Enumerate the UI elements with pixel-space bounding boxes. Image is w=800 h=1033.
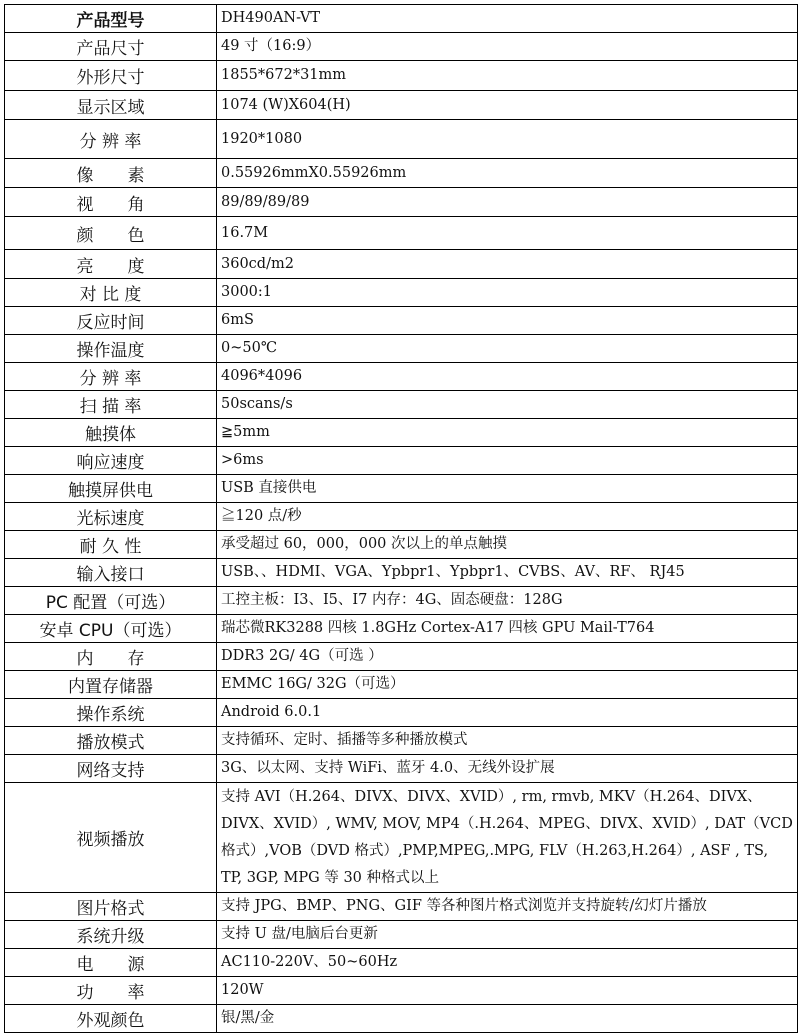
spec-label: 对 比 度 [5, 279, 217, 307]
spec-value: 支持循环、定时、插播等多种播放模式 [217, 727, 798, 755]
spec-value: 6mS [217, 307, 798, 335]
spec-value: 瑞芯微RK3288 四核 1.8GHz Cortex-A17 四核 GPU Mail-T764 [217, 615, 798, 643]
spec-value: AC110-220V、50~60Hz [217, 949, 798, 977]
spec-label: 亮 度 [5, 250, 217, 279]
spec-label: 反应时间 [5, 307, 217, 335]
spec-label: 显示区域 [5, 91, 217, 120]
spec-label: 光标速度 [5, 503, 217, 531]
table-row [5, 977, 798, 1005]
spec-label: 操作系统 [5, 699, 217, 727]
spec-label: 安卓 CPU（可选） [5, 615, 217, 643]
table-row [5, 755, 798, 783]
spec-label: 分 辨 率 [5, 120, 217, 159]
spec-label: 视频播放 [5, 783, 217, 893]
spec-label: 功 率 [5, 977, 217, 1005]
table-row [5, 5, 798, 33]
spec-label: 内置存储器 [5, 671, 217, 699]
spec-value: 1920*1080 [217, 120, 798, 159]
table-row [5, 419, 798, 447]
table-row [5, 217, 798, 250]
spec-value: 支持 AVI（H.264、DIVX、DIVX、XVID）, rm, rmvb, MKV（H.264、DIVX、DIVX、XVID）, WMV, MOV, MP4（.H.264、MPEG、DIVX、XVID）, DAT（VCD 格式）,VOB（DVD 格式）,PMP,MPEG,.MPG, FLV（H.263,H.264）, ASF , TS, TP, 3GP, MPG 等 30 种格式以上 [217, 783, 798, 893]
spec-label: 耐 久 性 [5, 531, 217, 559]
spec-label: 输入接口 [5, 559, 217, 587]
table-row [5, 615, 798, 643]
spec-label: 图片格式 [5, 893, 217, 921]
spec-label: 系统升级 [5, 921, 217, 949]
table-row [5, 587, 798, 615]
spec-value: 工控主板：I3、I5、I7 内存：4G、固态硬盘：128G [217, 587, 798, 615]
table-row [5, 783, 798, 893]
spec-label: 产品型号 [5, 5, 217, 33]
table-row [5, 671, 798, 699]
table-row [5, 335, 798, 363]
table-row [5, 188, 798, 217]
table-row [5, 307, 798, 335]
spec-label: 网络支持 [5, 755, 217, 783]
table-row [5, 531, 798, 559]
table-row [5, 1005, 798, 1033]
spec-value: 支持 U 盘/电脑后台更新 [217, 921, 798, 949]
spec-value: 银/黑/金 [217, 1005, 798, 1033]
spec-label: 分 辨 率 [5, 363, 217, 391]
spec-table-body [5, 5, 798, 1033]
spec-value: Android 6.0.1 [217, 699, 798, 727]
spec-value: 支持 JPG、BMP、PNG、GIF 等各种图片格式浏览并支持旋转/幻灯片播放 [217, 893, 798, 921]
spec-label: 外观颜色 [5, 1005, 217, 1033]
spec-value: EMMC 16G/ 32G（可选） [217, 671, 798, 699]
spec-value: 1074 (W)X604(H) [217, 91, 798, 120]
spec-value: USB、、HDMI、VGA、Ypbpr1、Ypbpr1、CVBS、AV、RF、 RJ45 [217, 559, 798, 587]
table-row [5, 949, 798, 977]
spec-label: 视 角 [5, 188, 217, 217]
spec-label: 外形尺寸 [5, 61, 217, 91]
spec-value: 4096*4096 [217, 363, 798, 391]
table-row [5, 893, 798, 921]
table-row [5, 61, 798, 91]
spec-value: 3G、以太网、支持 WiFi、蓝牙 4.0、无线外设扩展 [217, 755, 798, 783]
spec-label: PC 配置（可选） [5, 587, 217, 615]
spec-value: 89/89/89/89 [217, 188, 798, 217]
table-row [5, 391, 798, 419]
spec-label: 触摸屏供电 [5, 475, 217, 503]
spec-label: 响应速度 [5, 447, 217, 475]
table-row [5, 447, 798, 475]
table-row [5, 559, 798, 587]
spec-value: 承受超过 60，000，000 次以上的单点触摸 [217, 531, 798, 559]
spec-value: USB 直接供电 [217, 475, 798, 503]
spec-label: 操作温度 [5, 335, 217, 363]
table-row [5, 91, 798, 120]
table-row [5, 159, 798, 188]
table-row [5, 503, 798, 531]
table-row [5, 475, 798, 503]
spec-label: 触摸体 [5, 419, 217, 447]
table-row [5, 699, 798, 727]
spec-value: 120W [217, 977, 798, 1005]
table-row [5, 250, 798, 279]
spec-label: 电 源 [5, 949, 217, 977]
spec-value: 0~50℃ [217, 335, 798, 363]
spec-value: 1855*672*31mm [217, 61, 798, 91]
spec-value: 16.7M [217, 217, 798, 250]
spec-value: DDR3 2G/ 4G（可选 ） [217, 643, 798, 671]
spec-label: 播放模式 [5, 727, 217, 755]
spec-label: 扫 描 率 [5, 391, 217, 419]
spec-label: 像 素 [5, 159, 217, 188]
spec-value: DH490AN-VT [217, 5, 798, 33]
table-row [5, 727, 798, 755]
table-row [5, 279, 798, 307]
table-row [5, 643, 798, 671]
spec-value: 3000:1 [217, 279, 798, 307]
spec-value: ≧120 点/秒 [217, 503, 798, 531]
spec-label: 颜 色 [5, 217, 217, 250]
spec-value: 50scans/s [217, 391, 798, 419]
table-row [5, 33, 798, 61]
spec-value: 49 寸（16:9） [217, 33, 798, 61]
spec-table [4, 4, 798, 1033]
spec-value: 360cd/m2 [217, 250, 798, 279]
spec-value: 0.55926mmX0.55926mm [217, 159, 798, 188]
spec-value: ≧5mm [217, 419, 798, 447]
table-row [5, 363, 798, 391]
table-row [5, 120, 798, 159]
table-row [5, 921, 798, 949]
spec-value: >6ms [217, 447, 798, 475]
spec-label: 内 存 [5, 643, 217, 671]
spec-label: 产品尺寸 [5, 33, 217, 61]
